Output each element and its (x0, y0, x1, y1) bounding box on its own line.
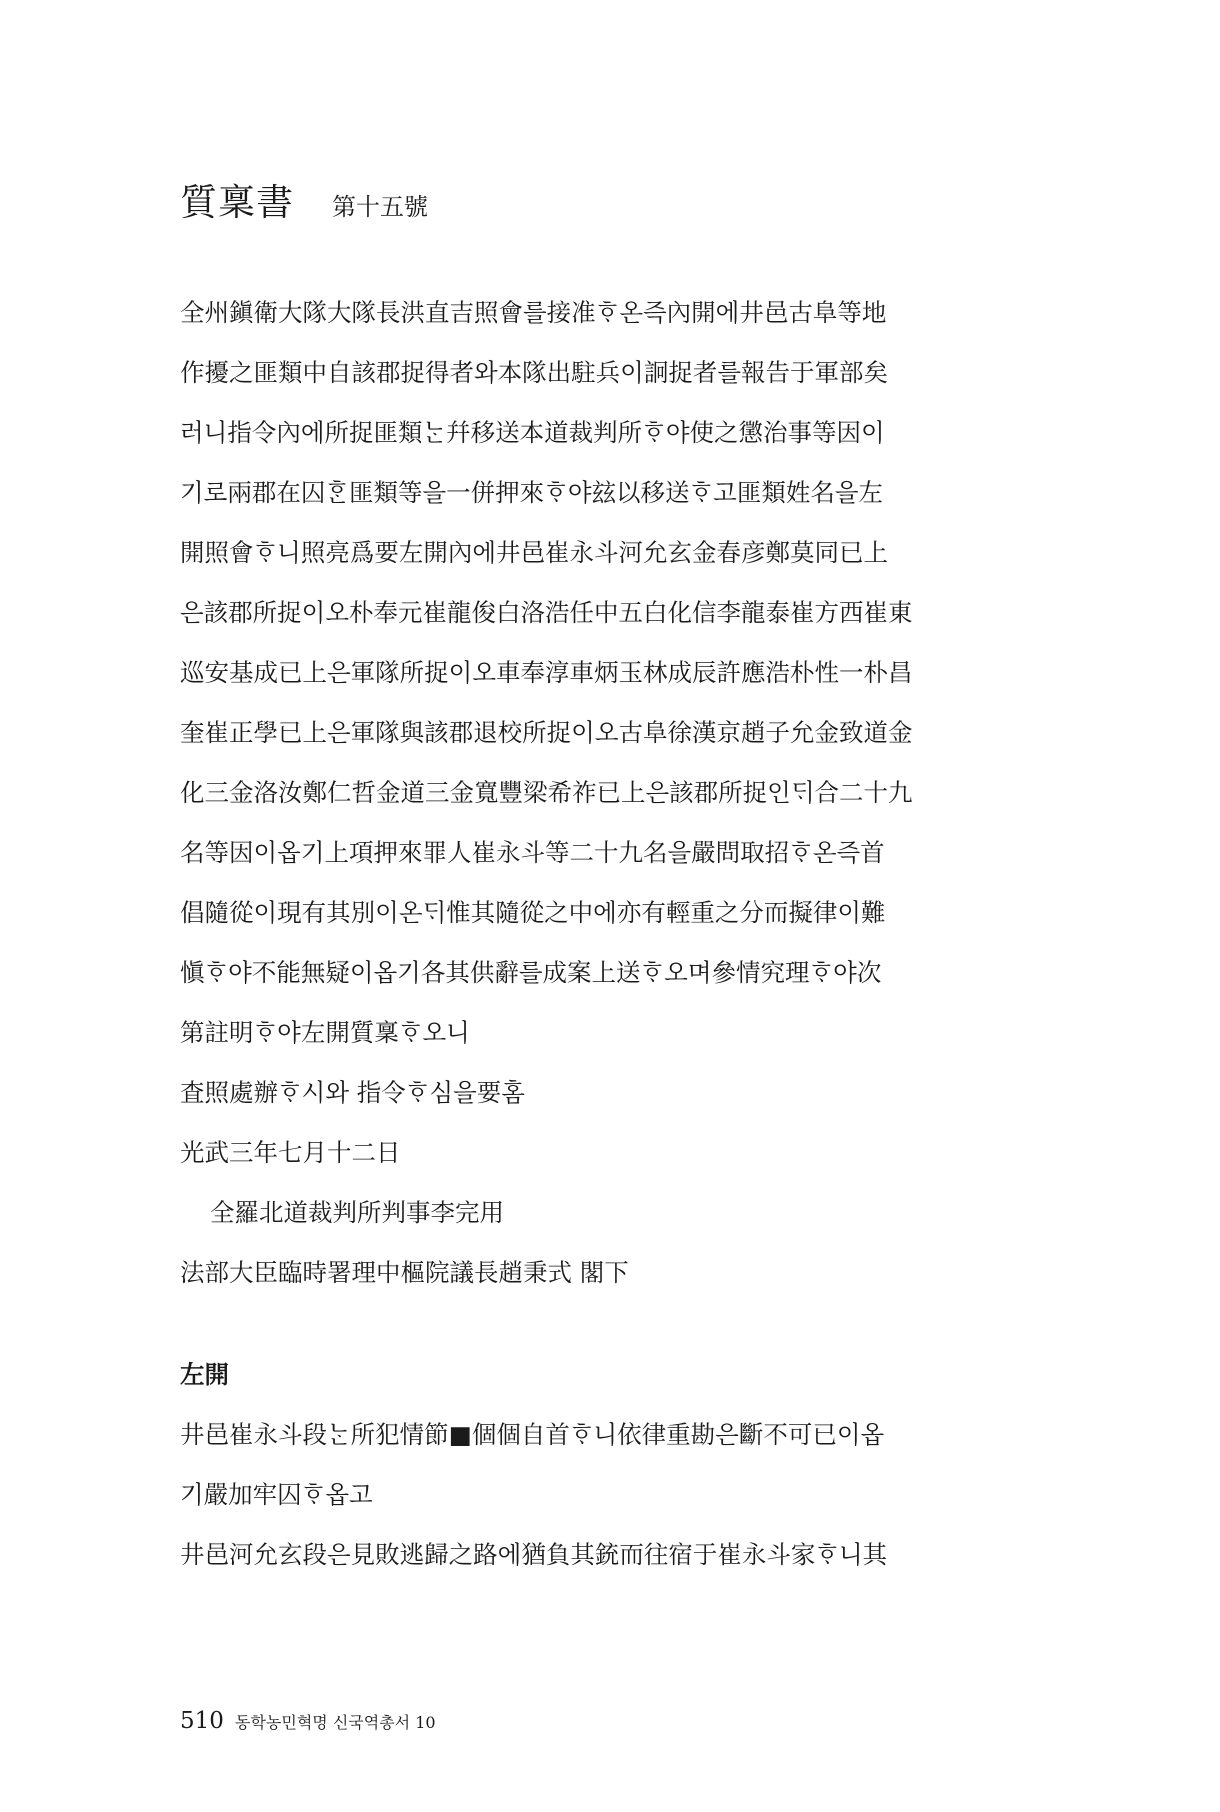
section-line: 井邑崔永斗段ᄂᆞᆫ所犯情節■個個自首ᄒᆞ니依律重勘은斷不可已이옵 (180, 1420, 885, 1449)
section-heading: 左開 (180, 1360, 229, 1389)
body-line: 巡安基成已上은軍隊所捉이오車奉淳車炳玉林成辰許應浩朴性一朴昌 (180, 658, 913, 687)
body-line: 第註明ᄒᆞ야左開質稟ᄒᆞ오니 (180, 1018, 470, 1047)
body-line: 은該郡所捉이오朴奉元崔龍俊白洛浩任中五白化信李龍泰崔方西崔東 (180, 598, 913, 627)
request-line: 査照處辦ᄒᆞ시와 指令ᄒᆞ심을要홈 (180, 1078, 525, 1107)
document-title: 質稟書 (180, 181, 294, 224)
series-title: 동학농민혁명 신국역총서 10 (235, 1713, 436, 1732)
document-number: 第十五號 (332, 193, 428, 221)
sender-line: 全羅北道裁判所判事李完用 (210, 1198, 504, 1227)
title-row (180, 172, 1040, 232)
body-line: 名等因이옵기上項押來罪人崔永斗等二十九名을嚴問取招ᄒᆞ온즉首 (180, 838, 885, 867)
body-line: 러니指令內에所捉匪類ᄂᆞᆫ幷移送本道裁判所ᄒᆞ야使之懲治事等因이 (180, 418, 885, 447)
body-line: 化三金洛汝鄭仁哲金道三金寬豐梁希祚已上은該郡所捉인ᄃᆡ合二十九 (180, 778, 913, 807)
recipient-line: 法部大臣臨時署理中樞院議長趙秉式 閣下 (180, 1258, 629, 1287)
date-line: 光武三年七月十二日 (180, 1138, 401, 1167)
body-line: 倡隨從이現有其別이온ᄃᆡ惟其隨從之中에亦有輕重之分而擬律이難 (180, 898, 886, 927)
body-line: 기로兩郡在囚ᄒᆞᆫ匪類等을一併押來ᄒᆞ야玆以移送ᄒᆞ고匪類姓名을左 (180, 478, 883, 507)
section-line: 기嚴加牢囚ᄒᆞ옵고 (180, 1480, 373, 1509)
page-number: 510 (180, 1708, 224, 1734)
body-line: 全州鎭衛大隊大隊長洪直吉照會를接准ᄒᆞ온즉內開에井邑古阜等地 (180, 298, 887, 327)
body-line: 開照會ᄒᆞ니照亮爲要左開內에井邑崔永斗河允玄金春彦鄭莫同已上 (180, 538, 888, 567)
body-line: 愼ᄒᆞ야不能無疑이옵기各其供辭를成案上送ᄒᆞ오며參情究理ᄒᆞ야次 (180, 958, 882, 987)
body-line: 作擾之匪類中自該郡捉得者와本隊出駐兵이詗捉者를報告于軍部矣 (180, 358, 888, 387)
section-line: 井邑河允玄段은見敗逃歸之路에猶負其銃而往宿于崔永斗家ᄒᆞ니其 (180, 1540, 888, 1569)
body-line: 奎崔正學已上은軍隊與該郡退校所捉이오古阜徐漢京趙子允金致道金 (180, 718, 913, 747)
page-footer (180, 1706, 1040, 1736)
document-body (180, 283, 1040, 1585)
section-gap (180, 1303, 1040, 1345)
